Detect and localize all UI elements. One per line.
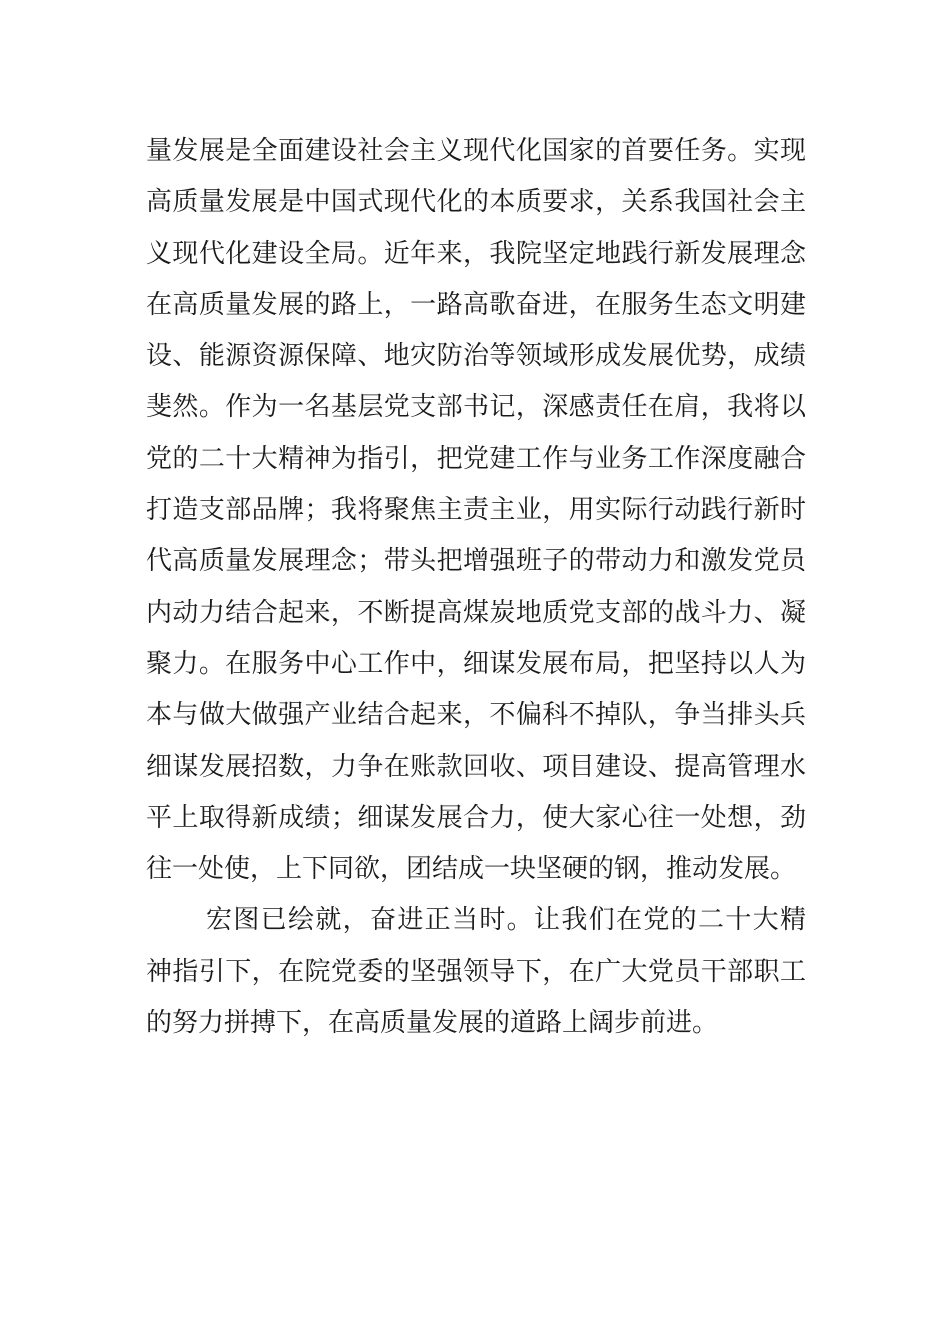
text-line: 打造支部品牌；我将聚焦主责主业，用实际行动践行新时 (146, 495, 806, 526)
text-line: 的努力拼搏下，在高质量发展的道路上阔步前进。 (146, 1008, 719, 1039)
text-line: 量发展是全面建设社会主义现代化国家的首要任务。实现 (146, 136, 806, 166)
text-line: 往一处使，上下同欲，团结成一块坚硬的钢，推动发展。 (146, 854, 797, 885)
body-text (146, 126, 806, 1049)
text-line: 神指引下，在院党委的坚强领导下，在广大党员干部职工 (146, 956, 806, 987)
text-line: 代高质量发展理念；带头把增强班子的带动力和激发党员 (146, 546, 806, 577)
text-line: 党的二十大精神为指引，把党建工作与业务工作深度融合 (146, 443, 806, 474)
text-line: 聚力。在服务中心工作中，细谋发展布局，把坚持以人为 (146, 648, 806, 679)
paragraph-2 (146, 895, 806, 1049)
text-line: 设、能源资源保障、地灾防治等领域形成发展优势，成绩 (146, 341, 806, 372)
text-line: 本与做大做强产业结合起来，不偏科不掉队，争当排头兵 (146, 700, 806, 731)
text-line: 细谋发展招数，力争在账款回收、项目建设、提高管理水 (146, 751, 806, 782)
text-line: 平上取得新成绩；细谋发展合力，使大家心往一处想，劲 (146, 802, 806, 833)
text-line: 在高质量发展的路上，一路高歌奋进，在服务生态文明建 (146, 289, 806, 320)
text-line: 内动力结合起来，不断提高煤炭地质党支部的战斗力、凝 (146, 597, 806, 628)
text-line: 义现代化建设全局。近年来，我院坚定地践行新发展理念 (146, 238, 806, 269)
text-line: 高质量发展是中国式现代化的本质要求，关系我国社会主 (146, 187, 806, 218)
text-line: 斐然。作为一名基层党支部书记，深感责任在肩，我将以 (146, 392, 806, 423)
text-line: 宏图已绘就，奋进正当时。让我们在党的二十大精 (206, 905, 806, 936)
paragraph-1 (146, 126, 806, 895)
